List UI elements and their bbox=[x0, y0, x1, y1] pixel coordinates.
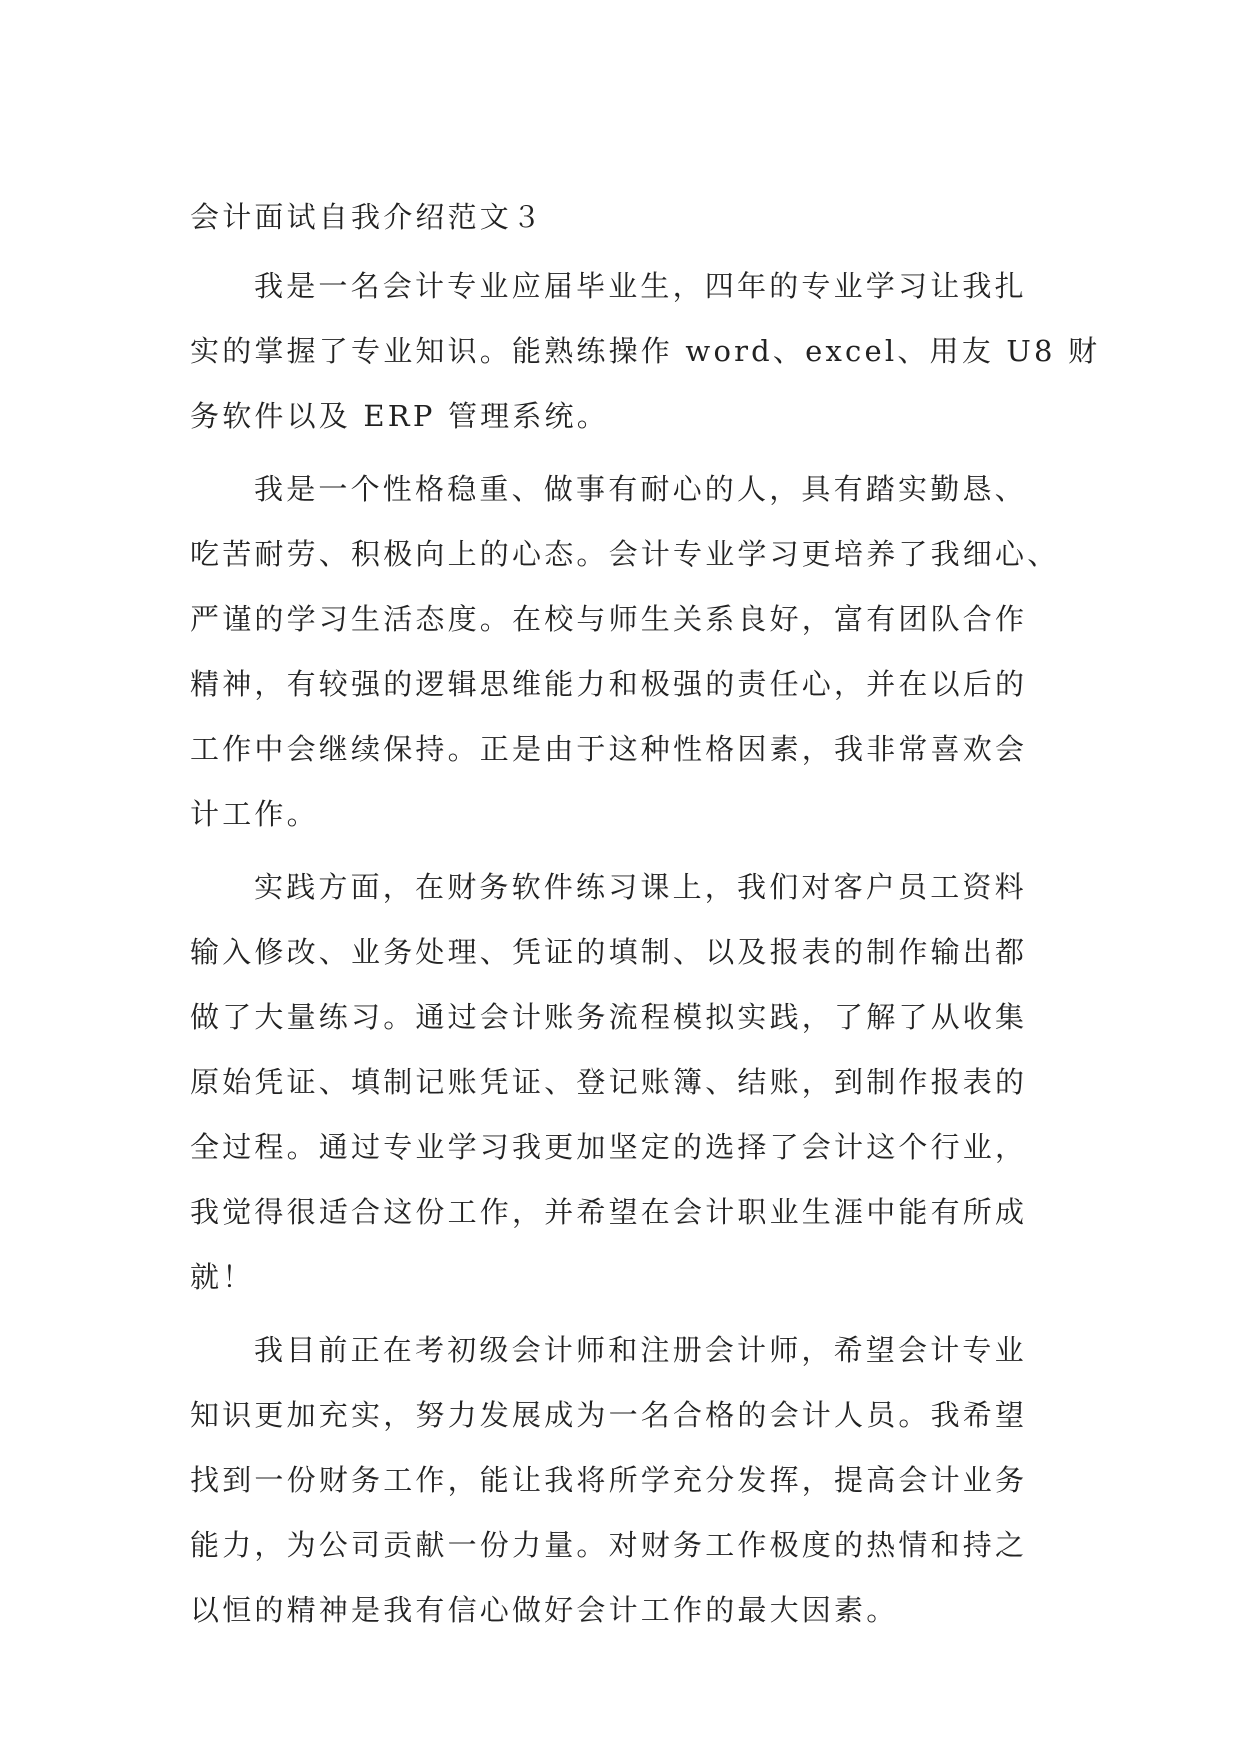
paragraph-line: 能力，为公司贡献一份力量。对财务工作极度的热情和持之 bbox=[190, 1528, 1028, 1562]
paragraph-line: 实践方面，在财务软件练习课上，我们对客户员工资料 bbox=[254, 870, 1027, 904]
paragraph-line: 就！ bbox=[190, 1260, 255, 1294]
paragraph-line: 计工作。 bbox=[190, 797, 319, 831]
paragraph-line: 实的掌握了专业知识。能熟练操作 word、excel、用友 U8 财 bbox=[190, 334, 1101, 368]
paragraph-line: 我是一名会计专业应届毕业生，四年的专业学习让我扎 bbox=[254, 269, 1027, 303]
paragraph-4 bbox=[190, 1318, 1056, 1643]
paragraph-line: 以恒的精神是我有信心做好会计工作的最大因素。 bbox=[190, 1593, 899, 1627]
paragraph-line: 我觉得很适合这份工作，并希望在会计职业生涯中能有所成 bbox=[190, 1195, 1028, 1229]
paragraph-line: 精神，有较强的逻辑思维能力和极强的责任心，并在以后的 bbox=[190, 667, 1028, 701]
paragraph-3 bbox=[190, 855, 1056, 1310]
paragraph-line: 我是一个性格稳重、做事有耐心的人，具有踏实勤恳、 bbox=[254, 472, 1027, 506]
document-title: 会计面试自我介绍范文３ bbox=[190, 200, 545, 234]
paragraph-line: 找到一份财务工作，能让我将所学充分发挥，提高会计业务 bbox=[190, 1463, 1028, 1497]
paragraph-2 bbox=[190, 457, 1060, 847]
paragraph-line: 吃苦耐劳、积极向上的心态。会计专业学习更培养了我细心、 bbox=[190, 537, 1060, 571]
paragraph-line: 我目前正在考初级会计师和注册会计师，希望会计专业 bbox=[254, 1333, 1027, 1367]
paragraph-1 bbox=[190, 254, 1101, 449]
paragraph-line: 输入修改、业务处理、凭证的填制、以及报表的制作输出都 bbox=[190, 935, 1028, 969]
paragraph-line: 工作中会继续保持。正是由于这种性格因素，我非常喜欢会 bbox=[190, 732, 1028, 766]
paragraph-line: 严谨的学习生活态度。在校与师生关系良好，富有团队合作 bbox=[190, 602, 1028, 636]
paragraph-line: 原始凭证、填制记账凭证、登记账簿、结账，到制作报表的 bbox=[190, 1065, 1028, 1099]
paragraph-line: 知识更加充实，努力发展成为一名合格的会计人员。我希望 bbox=[190, 1398, 1028, 1432]
paragraph-line: 全过程。通过专业学习我更加坚定的选择了会计这个行业， bbox=[190, 1130, 1028, 1164]
paragraph-line: 务软件以及 ERP 管理系统。 bbox=[190, 399, 609, 433]
paragraph-line: 做了大量练习。通过会计账务流程模拟实践，了解了从收集 bbox=[190, 1000, 1028, 1034]
document-page bbox=[190, 186, 1101, 1651]
